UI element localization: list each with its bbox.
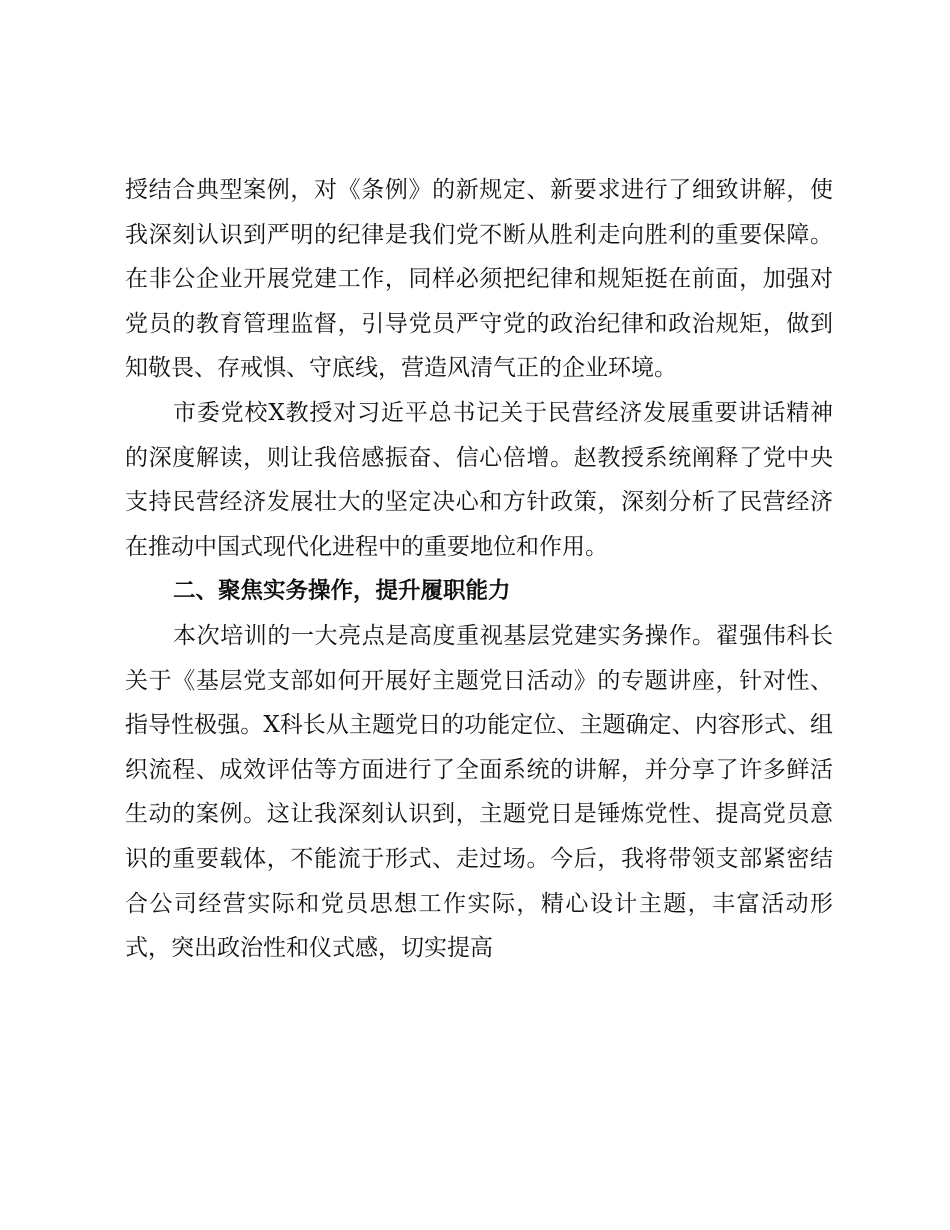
paragraph-discipline: 授结合典型案例，对《条例》的新规定、新要求进行了细致讲解，使我深刻认识到严明的纪律是我们党不断从胜利走向胜利的重要保障。在非公企业开展党建工作，同样必须把纪律和规矩挺在前面，加强对党员的教育管理监督，引导党员严守党的政治纪律和政治规矩，做到知敬畏、存戒惧、守底线，营造风清气正的企业环境。 bbox=[125, 177, 833, 382]
paragraph-party-day: 本次培训的一大亮点是高度重视基层党建实务操作。翟强伟科长关于《基层党支部如何开展好主题党日活动》的专题讲座，针对性、指导性极强。X科长从主题党日的功能定位、主题确定、内容形式、组织流程、成效评估等方面进行了全面系统的讲解，并分享了许多鲜活生动的案例。这让我深刻认识到，主题党日是锤炼党性、提高党员意识的重要载体，不能流于形式、走过场。今后，我将带领支部紧密结合公司经营实际和党员思想工作实际，精心设计主题，丰富活动形式，突出政治性和仪式感，切实提高 bbox=[125, 622, 833, 962]
document-body bbox=[125, 168, 833, 971]
section-heading-practice: 二、聚焦实务操作，提升履职能力 bbox=[173, 578, 511, 605]
paragraph-private-economy: 市委党校X教授对习近平总书记关于民营经济发展重要讲话精神的深度解读，则让我倍感振奋、信心倍增。赵教授系统阐释了党中央支持民营经济发展壮大的坚定决心和方针政策，深刻分析了民营经济在推动中国式现代化进程中的重要地位和作用。 bbox=[125, 399, 833, 560]
